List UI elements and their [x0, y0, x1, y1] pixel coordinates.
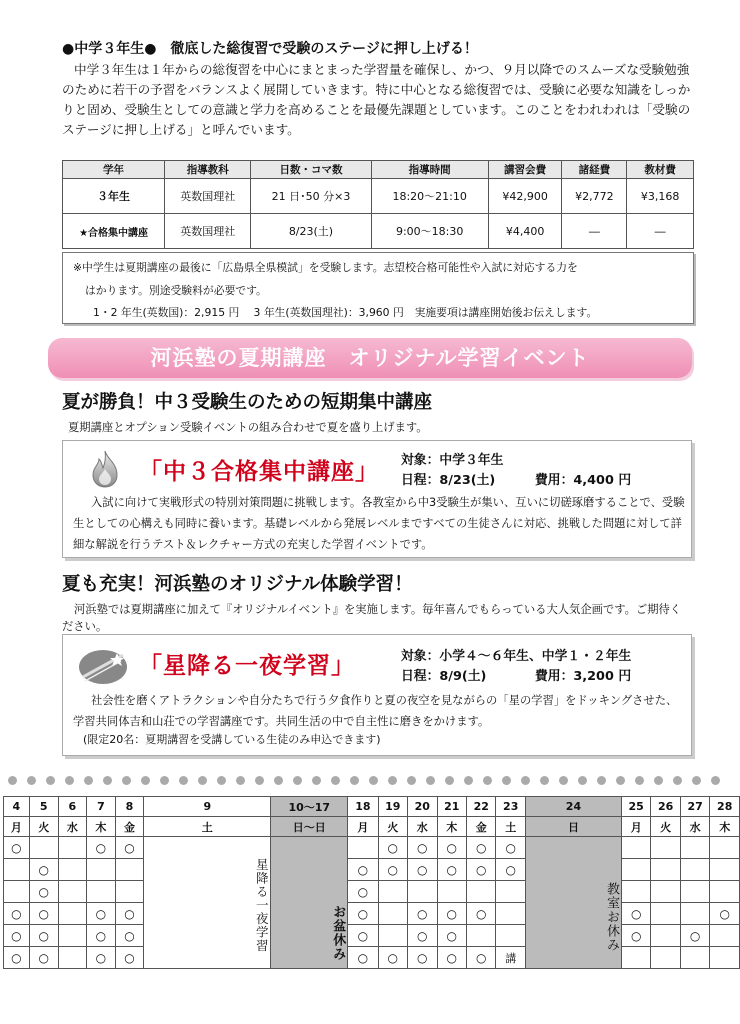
calendar-cell [3, 859, 29, 881]
calendar-cell: ○ [437, 859, 466, 881]
divider-dot [217, 776, 226, 785]
divider-dot [198, 776, 207, 785]
calendar-cell: ○ [87, 947, 116, 969]
calendar-cell [621, 881, 650, 903]
calendar-date: 9 [144, 797, 271, 817]
divider-dot [46, 776, 55, 785]
calendar-cell [651, 903, 680, 925]
calendar-cell: ○ [29, 859, 58, 881]
calendar-cell [87, 859, 116, 881]
calendar-cell: ○ [408, 947, 437, 969]
calendar-weekday: 月 [621, 817, 650, 837]
calendar-weekday: 火 [651, 817, 680, 837]
calendar-cell [710, 925, 740, 947]
calendar-cell: ○ [348, 947, 378, 969]
divider-dot [255, 776, 264, 785]
fee-cell: 21 日･50 分×3 [251, 179, 371, 214]
obon-holiday-cell: お盆休み [271, 837, 348, 969]
calendar-cell: ○ [710, 903, 740, 925]
event-fee: 費用：3,200 円 [535, 669, 632, 684]
table-row [63, 214, 694, 249]
calendar-weekday: 水 [58, 817, 87, 837]
fee-cell: ― [562, 214, 627, 249]
calendar-date: 21 [437, 797, 466, 817]
divider-dot [312, 776, 321, 785]
calendar-days-row [0, 817, 740, 837]
divider-dot [616, 776, 625, 785]
calendar-weekday: 水 [408, 817, 437, 837]
calendar-date: 26 [651, 797, 680, 817]
event-note: (限定20名：夏期講習を受講している生徒のみ申込できます) [83, 733, 381, 746]
calendar-cell: ○ [408, 925, 437, 947]
calendar-cell [710, 859, 740, 881]
calendar-cell: ○ [87, 837, 116, 859]
divider-dot [369, 776, 378, 785]
fee-cell: ３年生 [63, 179, 165, 214]
shooting-star-icon [77, 647, 129, 687]
calendar-dates-row [0, 797, 740, 817]
fee-cell: ― [627, 214, 694, 249]
calendar-row [0, 837, 740, 859]
calendar-cell: ○ [87, 903, 116, 925]
calendar-cell: ○ [378, 947, 407, 969]
calendar-weekday: 月 [3, 817, 29, 837]
calendar-cell: ○ [378, 859, 407, 881]
calendar-cell: ○ [496, 859, 525, 881]
calendar-cell: ○ [680, 925, 709, 947]
fee-header-cell: 教材費 [627, 161, 694, 179]
divider-dot [179, 776, 188, 785]
calendar-cell [621, 859, 650, 881]
calendar-cell: ○ [437, 903, 466, 925]
fee-header-cell: 指導時間 [371, 161, 488, 179]
divider-dot [711, 776, 720, 785]
divider-dot [407, 776, 416, 785]
calendar-weekday: 木 [87, 817, 116, 837]
calendar-date: 18 [348, 797, 378, 817]
calendar-cell [378, 881, 407, 903]
divider-dot [597, 776, 606, 785]
calendar-weekday: 木 [437, 817, 466, 837]
divider-dot [578, 776, 587, 785]
calendar-cell [496, 903, 525, 925]
calendar-cell [680, 947, 709, 969]
fee-cell: ¥42,900 [488, 179, 562, 214]
classroom-holiday-cell: 教室お休み [525, 837, 621, 969]
calendar-date: 20 [408, 797, 437, 817]
exam-note-line: ※中学生は夏期講座の最後に「広島県全県模試」を受験します。志望校合格可能性や入試に対応する力を [73, 261, 578, 274]
divider-dot [274, 776, 283, 785]
fee-cell: ¥4,400 [488, 214, 562, 249]
calendar-weekday: 月 [348, 817, 378, 837]
exam-note-line: 1・2 年生(英数国)：2,915 円 3 年生(英数国理社)：3,960 円 実施要項は講座開始後お伝えします。 [93, 306, 598, 319]
calendar-cell [58, 837, 87, 859]
calendar-cell [651, 881, 680, 903]
calendar-cell: ○ [87, 925, 116, 947]
calendar-row [0, 925, 740, 947]
divider-dot [464, 776, 473, 785]
flame-icon [85, 449, 125, 489]
calendar-cell [348, 837, 378, 859]
calendar-cell: ○ [348, 903, 378, 925]
divider-dot [160, 776, 169, 785]
divider-dot [654, 776, 663, 785]
calendar-cell [651, 925, 680, 947]
event-body: 社会性を磨くアトラクションや自分たちで行う夕食作りと夏の夜空を見ながらの「星の学習」をドッキングさせた、学習共同体吉和山荘での学習講座です。共同生活の中で自主性に磨きをかけます。 [73, 694, 678, 728]
calendar-weekday: 水 [680, 817, 709, 837]
divider-dot [65, 776, 74, 785]
event-target: 対象：中学３年生 [401, 453, 504, 468]
divider-dot [559, 776, 568, 785]
calendar-cell: ○ [466, 859, 495, 881]
calendar-cell: ○ [115, 925, 144, 947]
calendar-row [0, 859, 740, 881]
events-banner [48, 338, 692, 378]
calendar-cell: ○ [29, 881, 58, 903]
divider-dot [692, 776, 701, 785]
fee-cell: ★合格集中講座 [63, 214, 165, 249]
exam-note-line: はかります。別途受験料が必要です。 [85, 284, 267, 297]
calendar-cell [378, 903, 407, 925]
calendar-cell: ○ [115, 947, 144, 969]
events-banner-text: 河浜塾の夏期講座 オリジナル学習イベント [150, 346, 590, 370]
calendar-cell [651, 947, 680, 969]
calendar-cell [710, 881, 740, 903]
fee-cell: 9:00～18:30 [371, 214, 488, 249]
event-target: 対象：小学４～６年生、中学１・２年生 [401, 649, 632, 664]
hoshi-event-cell: 星降る一夜学習 [144, 837, 271, 969]
table-row [63, 179, 694, 214]
calendar-cell: ○ [3, 903, 29, 925]
divider-dot [388, 776, 397, 785]
event-body: 入試に向けて実戦形式の特別対策問題に挑戦します。各教室から中3受験生が集い、互いに切磋琢磨することで、受験生としての心構えも同時に養います。基礎レベルから発展レベルまですべての生徒さんに対応、挑戦した問題に対して詳細な解説を行うテスト＆レクチャー方式の充実した学習イベントです。 [73, 496, 685, 551]
calendar-cell [496, 925, 525, 947]
calendar-cell: ○ [408, 837, 437, 859]
calendar-cell: ○ [115, 903, 144, 925]
calendar-cell: ○ [348, 881, 378, 903]
event-date: 日程：8/23(土) [401, 473, 496, 488]
calendar-cell [710, 947, 740, 969]
calendar-cell: ○ [29, 925, 58, 947]
section2-sub: 河浜塾では夏期講座に加えて『オリジナルイベント』を実施します。毎年喜んでもらっている大人気企画です。ご期待ください。 [62, 603, 682, 633]
divider-dot [483, 776, 492, 785]
calendar-cell [58, 881, 87, 903]
calendar-date: 7 [87, 797, 116, 817]
fee-cell: ¥3,168 [627, 179, 694, 214]
calendar-weekday: 火 [378, 817, 407, 837]
divider-dot [445, 776, 454, 785]
fee-header-cell: 日数・コマ数 [251, 161, 371, 179]
dotted-divider [8, 776, 728, 786]
calendar-cell [115, 859, 144, 881]
calendar-cell [466, 881, 495, 903]
calendar-cell: ○ [3, 925, 29, 947]
calendar-cell [58, 903, 87, 925]
calendar-cell [87, 881, 116, 903]
fee-cell: 英数国理社 [165, 214, 251, 249]
divider-dot [635, 776, 644, 785]
calendar-cell: ○ [437, 837, 466, 859]
calendar-cell: ○ [378, 837, 407, 859]
calendar-weekday: 日 [525, 817, 621, 837]
calendar-date: 27 [680, 797, 709, 817]
calendar-date: 28 [710, 797, 740, 817]
fee-header-cell: 指導教科 [165, 161, 251, 179]
event-box-goukaku [62, 440, 692, 558]
fee-cell: 18:20～21:10 [371, 179, 488, 214]
calendar-cell [651, 837, 680, 859]
event-date: 日程：8/9(土) [401, 669, 487, 684]
divider-dot [8, 776, 17, 785]
calendar-cell [115, 881, 144, 903]
calendar-weekday: 木 [710, 817, 740, 837]
fee-table-header [63, 161, 694, 179]
calendar-cell [3, 881, 29, 903]
calendar-cell: ○ [466, 947, 495, 969]
fee-cell: ¥2,772 [562, 179, 627, 214]
divider-dot [350, 776, 359, 785]
calendar-cell [680, 903, 709, 925]
section2-heading: 夏も充実！河浜塾のオリジナル体験学習！ [62, 574, 413, 595]
event-title: 「星降る一夜学習」 [139, 653, 355, 679]
calendar-cell: ○ [496, 837, 525, 859]
calendar-cell: ○ [621, 925, 650, 947]
divider-dot [122, 776, 131, 785]
calendar-cell [651, 859, 680, 881]
calendar-cell: ○ [466, 903, 495, 925]
divider-dot [293, 776, 302, 785]
calendar-cell [437, 881, 466, 903]
divider-dot [540, 776, 549, 785]
calendar-cell: ○ [348, 859, 378, 881]
divider-dot [103, 776, 112, 785]
event-title: 「中３合格集中講座」 [139, 459, 379, 485]
calendar-date: 23 [496, 797, 525, 817]
calendar-cell [378, 925, 407, 947]
schedule-calendar [0, 796, 740, 969]
calendar-weekday: 土 [144, 817, 271, 837]
calendar-date: 25 [621, 797, 650, 817]
calendar-cell: ○ [3, 837, 29, 859]
calendar-weekday: 土 [496, 817, 525, 837]
exam-note-box [62, 252, 694, 324]
calendar-cell [58, 859, 87, 881]
divider-dot [331, 776, 340, 785]
calendar-cell: ○ [29, 947, 58, 969]
grade3-intro: 中学３年生は１年からの総復習を中心にまとまった学習量を確保し、かつ、９月以降でのスムーズな受験勉強のために若干の予習をバランスよく展開していきます。特に中心となる総復習では、受験に必要な知識をしっかりと固め、受験生としての意識と学力を高めることを最優先課題としています。このことをわれわれは「受験のステージに押し上げる」と呼んでいます。 [62, 62, 691, 137]
calendar-cell [496, 881, 525, 903]
section1-heading: 夏が勝負！中３受験生のための短期集中講座 [62, 392, 433, 413]
divider-dot [141, 776, 150, 785]
calendar-cell [58, 947, 87, 969]
event-fee: 費用：4,400 円 [535, 473, 632, 488]
divider-dot [426, 776, 435, 785]
calendar-date: 22 [466, 797, 495, 817]
calendar-weekday: 金 [115, 817, 144, 837]
calendar-date: 10～17 [271, 797, 348, 817]
fee-header-cell: 諸経費 [562, 161, 627, 179]
calendar-date: 8 [115, 797, 144, 817]
calendar-cell: ○ [115, 837, 144, 859]
calendar-cell: ○ [437, 925, 466, 947]
divider-dot [84, 776, 93, 785]
fee-header-cell: 学年 [63, 161, 165, 179]
calendar-cell [680, 859, 709, 881]
calendar-date: 5 [29, 797, 58, 817]
grade3-heading: ●中学３年生● 徹底した総復習で受験のステージに押し上げる！ [62, 41, 478, 57]
calendar-cell: ○ [408, 859, 437, 881]
calendar-cell: ○ [348, 925, 378, 947]
calendar-weekday: 日～日 [271, 817, 348, 837]
calendar-cell [680, 881, 709, 903]
calendar-weekday: 火 [29, 817, 58, 837]
calendar-date: 6 [58, 797, 87, 817]
fee-cell: 英数国理社 [165, 179, 251, 214]
divider-dot [236, 776, 245, 785]
calendar-cell [58, 925, 87, 947]
divider-dot [673, 776, 682, 785]
divider-dot [27, 776, 36, 785]
calendar-cell [466, 925, 495, 947]
event-box-hoshi [62, 634, 692, 756]
calendar-cell: ○ [408, 903, 437, 925]
calendar-cell [621, 947, 650, 969]
calendar-cell: ○ [437, 947, 466, 969]
divider-dot [521, 776, 530, 785]
divider-dot [502, 776, 511, 785]
fee-cell: 8/23(土) [251, 214, 371, 249]
fee-header-cell: 講習会費 [488, 161, 562, 179]
fee-table [62, 160, 694, 249]
calendar-weekday: 金 [466, 817, 495, 837]
calendar-date: 4 [3, 797, 29, 817]
calendar-cell: ○ [621, 903, 650, 925]
calendar-row [0, 903, 740, 925]
calendar-date: 19 [378, 797, 407, 817]
calendar-cell: ○ [466, 837, 495, 859]
calendar-cell [29, 837, 58, 859]
calendar-row [0, 881, 740, 903]
calendar-cell: 講 [496, 947, 525, 969]
calendar-cell [408, 881, 437, 903]
section1-sub: 夏期講座とオプション受験イベントの組み合わせで夏を盛り上げます。 [68, 421, 428, 434]
calendar-cell [680, 837, 709, 859]
calendar-row [0, 947, 740, 969]
calendar-date: 24 [525, 797, 621, 817]
calendar-cell: ○ [3, 947, 29, 969]
calendar-cell [621, 837, 650, 859]
calendar-cell: ○ [29, 903, 58, 925]
calendar-cell [710, 837, 740, 859]
